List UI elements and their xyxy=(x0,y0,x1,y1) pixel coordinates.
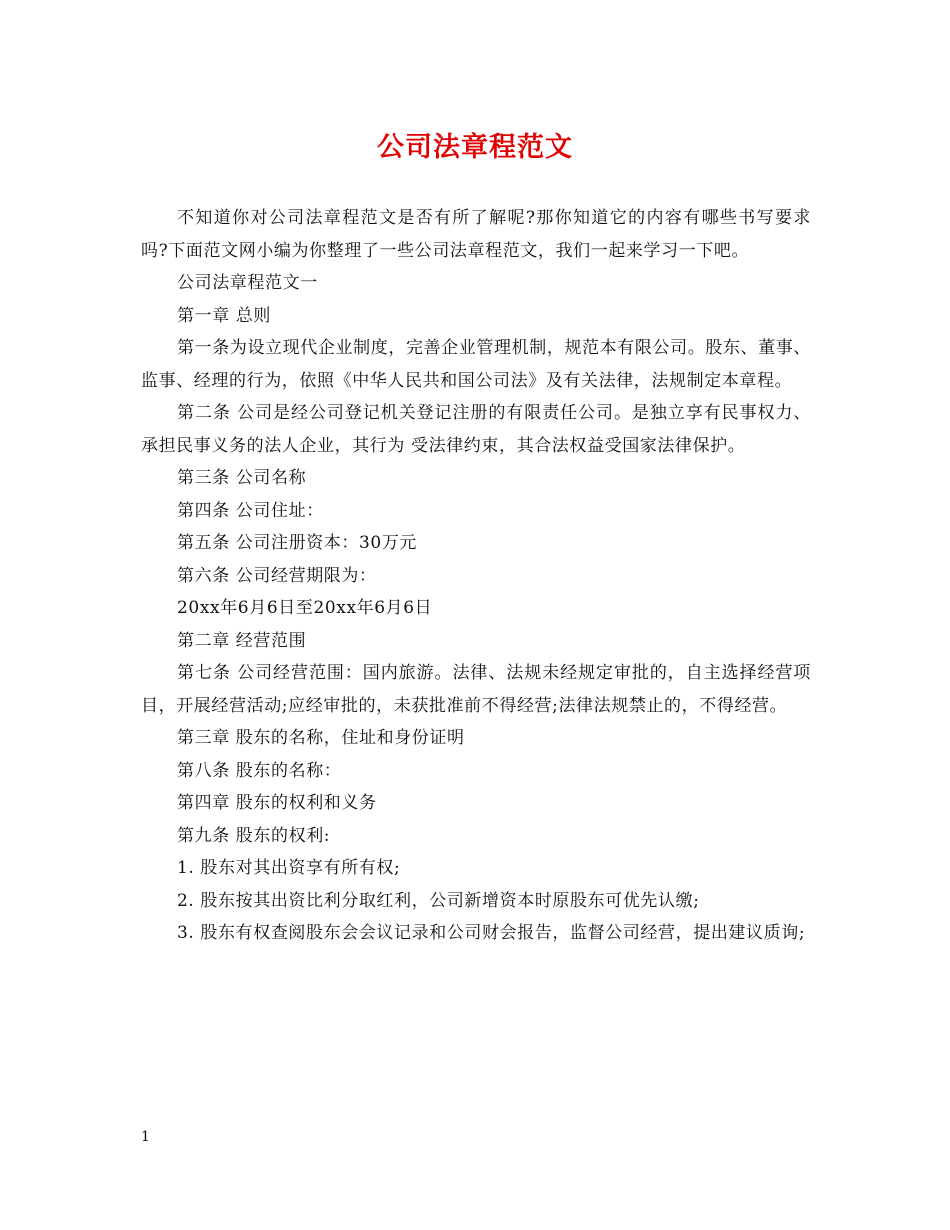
chapter-heading: 第二章 经营范围 xyxy=(177,630,307,651)
article-paragraph: 第一条为设立现代企业制度，完善企业管理机制，规范本有限公司。股东、董事、监事、经理的行为，依照《中华人民共和国公司法》及有关法律，法规制定本章程。 xyxy=(141,338,811,391)
article-paragraph: 第三条 公司名称 xyxy=(177,468,307,488)
chapter-heading: 第三章 股东的名称，住址和身份证明 xyxy=(177,728,465,748)
page-number: 1 xyxy=(141,1129,150,1145)
chapter-heading: 第四章 股东的权利和义务 xyxy=(177,793,377,813)
article-paragraph: 第八条 股东的名称： xyxy=(177,760,342,781)
list-item: 3. 股东有权查阅股东会会议记录和公司财会报告，监督公司经营，提出建议质询; xyxy=(177,923,806,943)
chapter-heading: 第一章 总则 xyxy=(177,305,272,326)
article-paragraph: 第六条 公司经营期限为： xyxy=(177,565,377,586)
article-paragraph: 第四条 公司住址： xyxy=(177,500,324,521)
document-title: 公司法章程范文 xyxy=(377,132,573,163)
document-body xyxy=(141,202,811,950)
sample-heading: 公司法章程范文一 xyxy=(177,273,318,293)
article-paragraph: 第五条 公司注册资本：30万元 xyxy=(177,533,418,553)
list-item: 1. 股东对其出资享有所有权; xyxy=(177,858,401,878)
intro-paragraph: 不知道你对公司法章程范文是否有所了解呢?那你知道它的内容有哪些书写要求吗?下面范文网小编为你整理了一些公司法章程范文，我们一起来学习一下吧。 xyxy=(141,208,811,261)
list-item: 2. 股东按其出资比利分取红利，公司新增资本时原股东可优先认缴; xyxy=(177,890,700,911)
date-range-line: 20xx年6月6日至20xx年6月6日 xyxy=(177,598,433,618)
article-paragraph: 第七条 公司经营范围：国内旅游。法律、法规未经规定审批的，自主选择经营项目，开展经营活动;应经审批的，未获批准前不得经营;法律法规禁止的，不得经营。 xyxy=(141,663,811,716)
article-paragraph: 第二条 公司是经公司登记机关登记注册的有限责任公司。是独立享有民事权力、承担民事义务的法人企业，其行为 受法律约束，其合法权益受国家法律保护。 xyxy=(141,403,811,456)
article-paragraph: 第九条 股东的权利: xyxy=(177,825,331,846)
